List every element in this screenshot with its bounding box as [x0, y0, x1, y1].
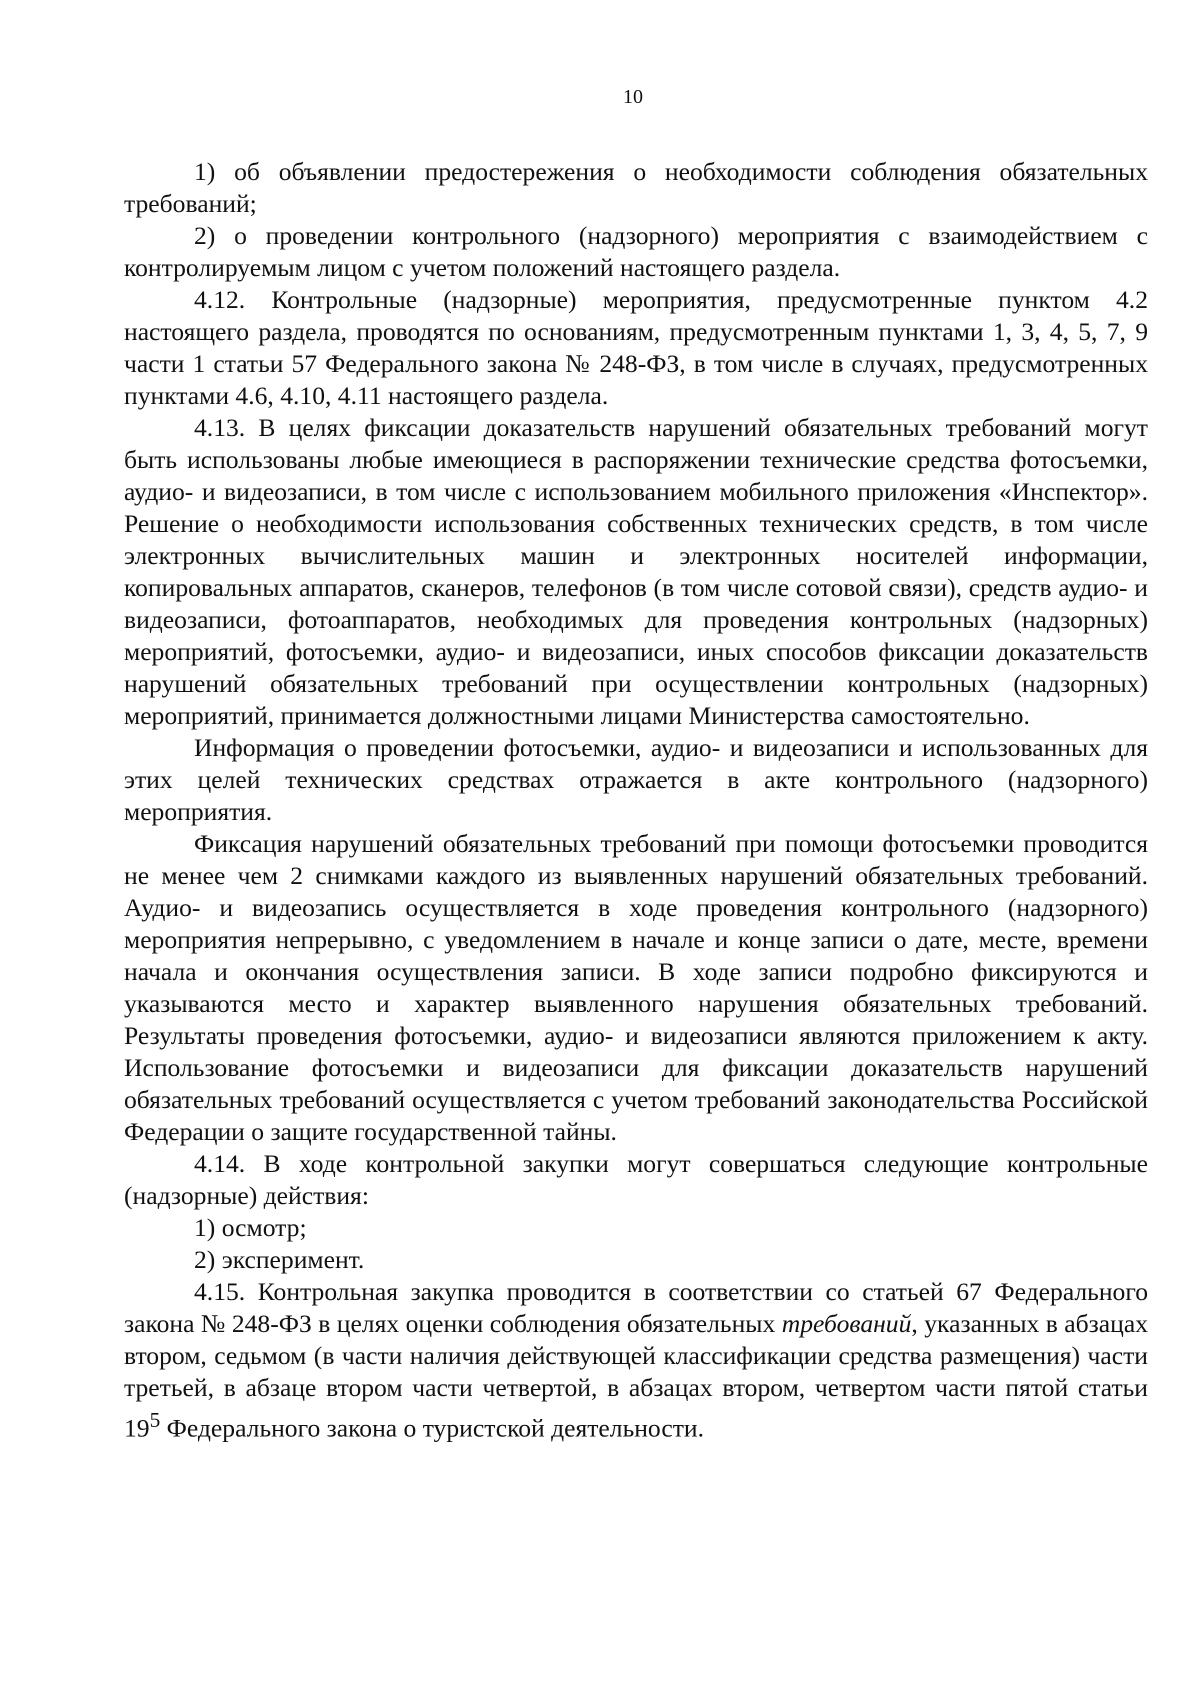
paragraph-item-1: 1) об объявлении предостережения о необходимости соблюдения обязательных требований;	[124, 157, 1148, 218]
paragraph-4-12: 4.12. Контрольные (надзорные) мероприятия, предусмотренные пунктом 4.2 настоящего раздела, проводятся по основаниям, предусмотренным пунктами 1, 3, 4, 5, 7, 9 части 1 статьи 57 Федерального закона № 248-ФЗ, в том числе в случаях, предусмотренных пунктами 4.6, 4.10, 4.11 настоящего раздела.	[124, 285, 1148, 410]
list-item-experiment: 2) эксперимент.	[194, 1245, 365, 1274]
article-superscript: 5	[149, 1408, 161, 1432]
paragraph-4-13: 4.13. В целях фиксации доказательств нарушений обязательных требований могут быть использованы любые имеющиеся в распоряжении технические средства фотосъемки, аудио- и видеозаписи, в том числе с использованием мобильного приложения «Инспектор». Решение о необходимости использования собственных технических средств, в том числе электронных вычислительных машин и электронных носителей информации, копировальных аппаратов, сканеров, телефонов (в том числе сотовой связи), средств аудио- и видеозаписи, фотоаппаратов, необходимых для проведения контрольных (надзорных) мероприятий, фотосъемки, аудио- и видеозаписи, иных способов фиксации доказательств нарушений обязательных требований при осуществлении контрольных (надзорных) мероприятий, принимается должностными лицами Министерства самостоятельно.	[124, 413, 1148, 730]
paragraph-information: Информация о проведении фотосъемки, аудио- и видеозаписи и использованных для этих целей технических средствах отражается в акте контрольного (надзорного) мероприятия.	[124, 733, 1148, 826]
paragraph-4-15-part-2: , указанных в абзацах втором, седьмом (в части наличия действующей классификации средства размещения) части третьей, в абзаце втором части четвертой, в абзацах втором, четвертом части пятой статьи 19	[124, 1309, 1148, 1443]
document-body	[124, 156, 1148, 1445]
paragraph-fixation: Фиксация нарушений обязательных требований при помощи фотосъемки проводится не менее чем 2 снимками каждого из выявленных нарушений обязательных требований. Аудио- и видеозапись осуществляется в ходе проведения контрольного (надзорного) мероприятия непрерывно, с уведомлением в начале и конце записи о дате, месте, времени начала и окончания осуществления записи. В ходе записи подробно фиксируются и указываются место и характер выявленного нарушения обязательных требований. Результаты проведения фотосъемки, аудио- и видеозаписи являются приложением к акту. Использование фотосъемки и видеозаписи для фиксации доказательств нарушений обязательных требований осуществляется с учетом требований законодательства Российской Федерации о защите государственной тайны.	[124, 829, 1148, 1146]
list-item-inspection: 1) осмотр;	[194, 1213, 307, 1242]
paragraph-item-2: 2) о проведении контрольного (надзорного) мероприятия с взаимодействием с контролируемым лицом с учетом положений настоящего раздела.	[124, 221, 1148, 282]
paragraph-4-15-part-1: 4.15. Контрольная закупка проводится в соответствии со статьей 67 Федерального закона № 248-ФЗ в целях оценки соблюдения обязательных	[124, 1277, 1148, 1338]
paragraph-4-15-part-3: Федерального закона о туристской деятельности.	[160, 1413, 705, 1443]
paragraph-4-15-italic: требований	[781, 1309, 912, 1338]
paragraph-4-15	[124, 1276, 1148, 1445]
page-number: 10	[623, 86, 643, 108]
paragraph-4-14: 4.14. В ходе контрольной закупки могут совершаться следующие контрольные (надзорные) действия:	[124, 1149, 1148, 1210]
